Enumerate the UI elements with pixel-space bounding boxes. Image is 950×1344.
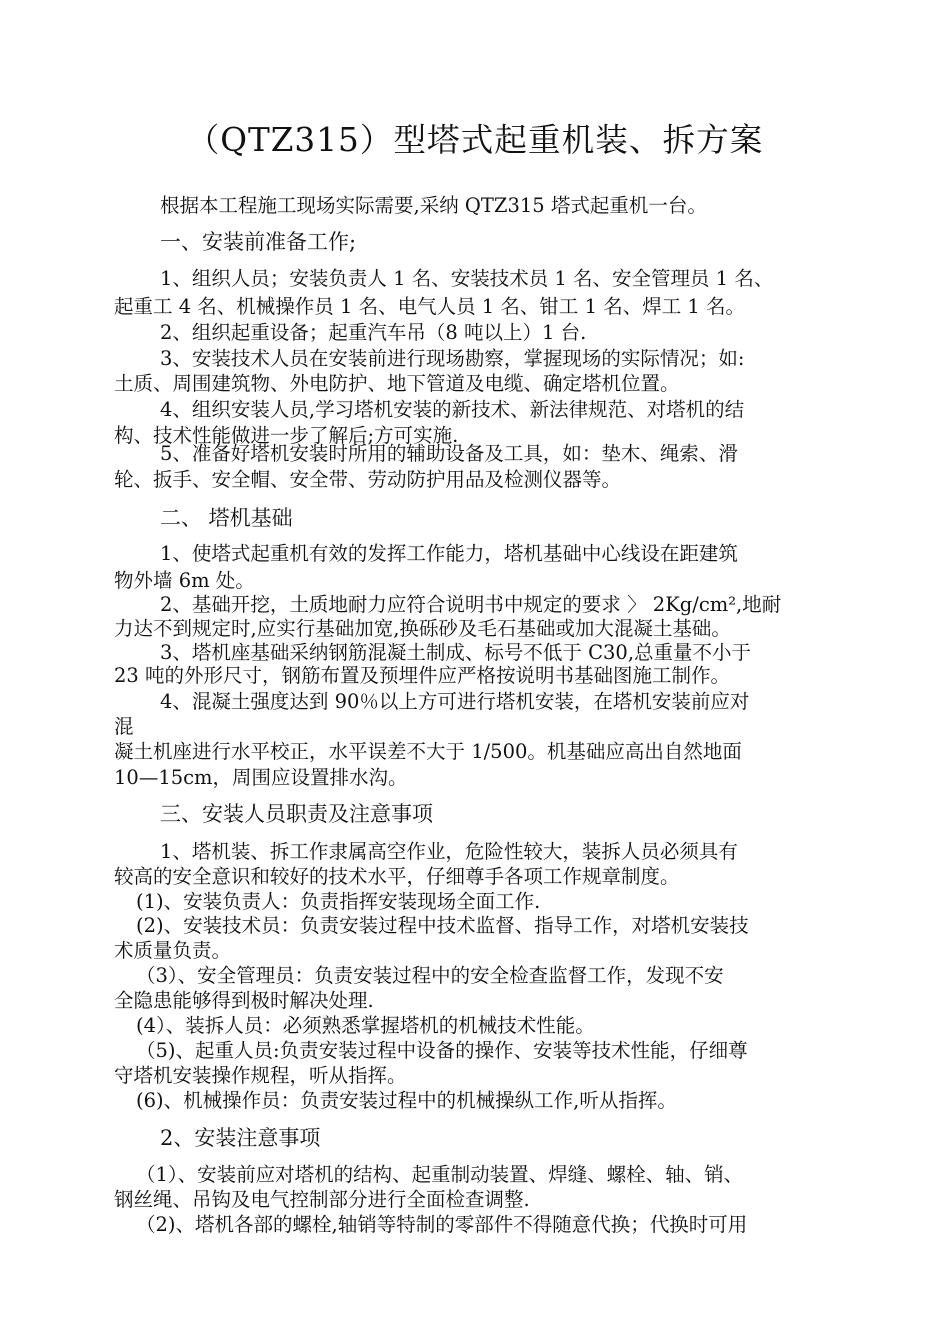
paragraph-line: 10—15cm，周围应设置排水沟。 — [114, 766, 408, 789]
section-heading: 2、安装注意事项 — [160, 1126, 321, 1150]
paragraph-line: 全隐患能够得到极时解决处理. — [114, 989, 374, 1012]
paragraph-line: 钢丝绳、吊钩及电气控制部分进行全面检查调整. — [114, 1188, 530, 1211]
paragraph-line: 守塔机安装操作规程，听从指挥。 — [114, 1064, 407, 1087]
paragraph-line: 1、塔机装、拆工作隶属高空作业，危险性较大，装拆人员必须具有 — [160, 840, 738, 863]
paragraph-line: (4）、装拆人员：必须熟悉掌握塔机的机械技术性能。 — [136, 1014, 595, 1037]
paragraph-line: （5)、起重人员:负责安装过程中设备的操作、安装等技术性能，仔细尊 — [136, 1039, 748, 1062]
paragraph-line: （3）、安全管理员：负责安装过程中的安全检查监督工作，发现不安 — [136, 964, 724, 987]
paragraph-line: 4、混凝土强度达到 90％以上方可进行塔机安装，在塔机安装前应对 — [160, 690, 750, 713]
paragraph-line: 术质量负责。 — [114, 939, 232, 962]
section-heading: 一、安装前准备工作; — [160, 230, 357, 254]
paragraph-line: 构、技术性能做进一步了解后;方可实施. — [114, 424, 459, 447]
paragraph-line: 1、使塔式起重机有效的发挥工作能力，塔机基础中心线设在距建筑 — [160, 542, 738, 565]
paragraph-line: 5、准备好塔机安装时所用的辅助设备及工具，如：垫木、绳索、滑 — [160, 442, 738, 465]
paragraph-line: (2)、安装技术员：负责安装过程中技术监督、指导工作，对塔机安装技 — [136, 914, 749, 937]
paragraph-line: 起重工 4 名、机械操作员 1 名、电气人员 1 名、钳工 1 名、焊工 1 名。 — [114, 295, 746, 318]
paragraph-line: (1)、安装负责人：负责指挥安装现场全面工作. — [136, 890, 541, 913]
section-heading: 二、 塔机基础 — [160, 506, 293, 530]
paragraph-line: （1）、安装前应对塔机的结构、起重制动装置、焊缝、螺栓、轴、销、 — [136, 1163, 744, 1186]
paragraph-line: 3、塔机座基础采纳钢筋混凝土制成、标号不低于 C30,总重量不小于 — [160, 641, 752, 664]
paragraph-line: 2、基础开挖，土质地耐力应符合说明书中规定的要求 〉 2Kg/cm²,地耐 — [160, 593, 782, 616]
paragraph-line: 2、组织起重设备；起重汽车吊（8 吨以上）1 台. — [160, 321, 587, 344]
paragraph-line: 3、安装技术人员在安装前进行现场勘察，掌握现场的实际情况；如: — [160, 347, 745, 370]
paragraph-line: （2)、塔机各部的螺栓,轴销等特制的零部件不得随意代换；代换时可用 — [136, 1213, 748, 1236]
paragraph-line: 根据本工程施工现场实际需要,采纳 QTZ315 塔式起重机一台。 — [160, 194, 707, 217]
paragraph-line: 凝土机座进行水平校正，水平误差不大于 1/500。机基础应高出自然地面 — [114, 740, 742, 763]
paragraph-line: 物外墙 6m 处。 — [114, 569, 255, 592]
paragraph-line: 混 — [114, 715, 134, 738]
paragraph-line: 23 吨的外形尺寸，钢筋布置及预埋件应严格按说明书基础图施工制作。 — [114, 664, 731, 687]
paragraph-line: 土质、周围建筑物、外电防护、地下管道及电缆、确定塔机位置。 — [114, 372, 680, 395]
paragraph-line: 轮、扳手、安全帽、安全带、劳动防护用品及检测仪器等。 — [114, 468, 622, 491]
document-title: （QTZ315）型塔式起重机装、拆方案 — [186, 121, 764, 159]
section-heading: 三、安装人员职责及注意事项 — [160, 802, 433, 826]
paragraph-line: 1、组织人员；安装负责人 1 名、安装技术员 1 名、安全管理员 1 名、 — [160, 267, 774, 290]
paragraph-line: 较高的安全意识和较好的技术水平，仔细尊手各项工作规章制度。 — [114, 865, 680, 888]
paragraph-line: 力达不到规定时,应实行基础加宽,换砾砂及毛石基础或加大混凝土基础。 — [114, 617, 731, 640]
paragraph-line: (6)、机械操作员：负责安装过程中的机械操纵工作,听从指挥。 — [136, 1089, 677, 1112]
paragraph-line: 4、组织安装人员,学习塔机安装的新技术、新法律规范、对塔机的结 — [160, 398, 745, 421]
